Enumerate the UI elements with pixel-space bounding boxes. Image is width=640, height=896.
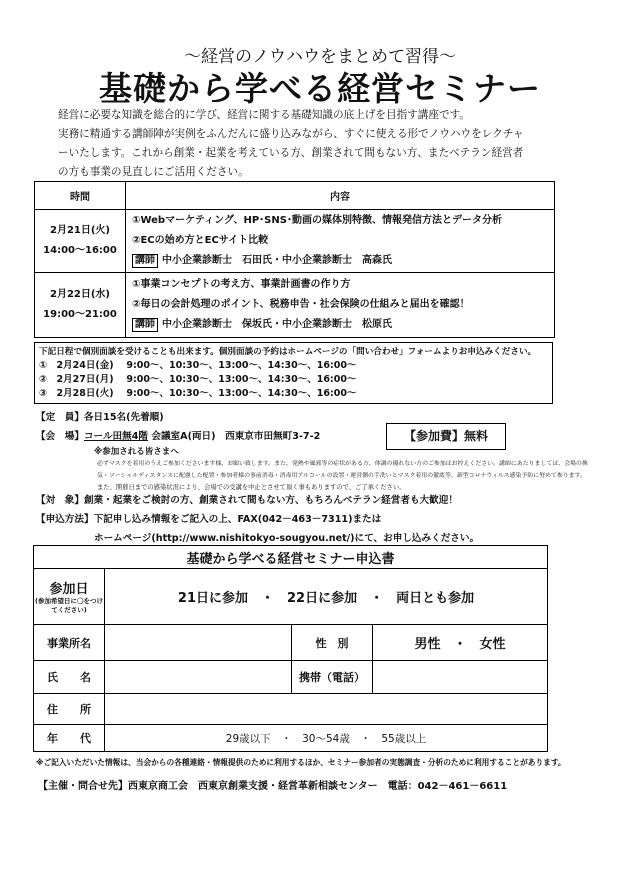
fee-label: 【参加費】 xyxy=(403,429,464,443)
venue-name: コール田無4階 xyxy=(83,431,149,442)
lecturer-text: 中小企業診断士 保坂氏・中小企業診断士 松原氏 xyxy=(162,319,392,330)
lecturer-badge: 講師 xyxy=(132,318,158,332)
capacity-label: 【定 員】 xyxy=(36,412,84,423)
session-item: ②ECの始め方とECサイト比較 xyxy=(132,235,269,246)
application-form xyxy=(33,545,548,752)
lecturer-line xyxy=(126,251,554,271)
consult-slot: ① 2月24日(金) 9:00〜、10:30〜、13:00〜、14:30〜、16:00〜 xyxy=(39,360,357,371)
intro-text xyxy=(58,106,578,182)
time-text: 14:00〜16:00 xyxy=(43,245,117,256)
session-date xyxy=(35,273,126,338)
consult-slot: ② 2月27日(月) 9:00〜、10:30〜、13:00〜、14:30〜、16:00〜 xyxy=(39,374,357,385)
gender-label: 性 別 xyxy=(292,625,373,661)
venue-label: 【会 場】 xyxy=(36,431,84,442)
session-content xyxy=(126,210,555,273)
target-line xyxy=(36,492,458,506)
capacity-value: 各日15名(先着順) xyxy=(83,412,164,423)
schedule-table xyxy=(34,181,555,338)
header-content: 内容 xyxy=(126,182,555,210)
lecturer-text: 中小企業診断士 石田氏・中小企業診断士 高森氏 xyxy=(162,255,392,266)
note-line: 必ずマスクを着用のうえご参加くださいます様、お願い致します。また、発熱や風邪等の症状がある方、体調の優れない方のご参加はお控えください。講師にあたりましては、会場の換 xyxy=(97,460,588,467)
consult-notice: 下記日程で個別面談を受けることも出来ます。個別面談の予約はホームページの「問い合わせ」フォームよりお申込みください。 xyxy=(39,347,537,357)
day-note: (参加希望日に〇をつけてください) xyxy=(35,597,103,614)
address-field[interactable] xyxy=(105,694,548,725)
name-field[interactable] xyxy=(105,661,292,694)
address-label: 住 所 xyxy=(34,694,105,725)
capacity-line xyxy=(36,409,164,423)
consult-slot: ③ 2月28日(火) 9:00〜、10:30〜、13:00〜、14:30〜、16:00〜 xyxy=(39,388,357,399)
target-label: 【対 象】 xyxy=(36,495,84,506)
business-label: 事業所名 xyxy=(34,625,105,661)
session-item: ①Webマーケティング、HP･SNS･動画の媒体別特徴、情報発信方法とデータ分析 xyxy=(132,215,502,226)
name-label: 氏 名 xyxy=(34,661,105,694)
note-line: また、開催日までの感染状況により、会場での受講を中止とさせて頂く事もありますので、ご了承ください。 xyxy=(97,484,406,491)
date-text: 2月21日(火) xyxy=(49,225,110,236)
attendee-notes xyxy=(97,458,588,494)
intro-line: 経営に必要な知識を総合的に学び、経営に関する基礎知識の底上げを目指す講座です。 xyxy=(58,109,470,121)
header-time: 時間 xyxy=(35,182,126,210)
fee-box xyxy=(386,423,506,450)
intro-line: ーいたします。これから創業・起業を考えている方、創業されて間もない方、またベテラン経営者 xyxy=(58,147,524,159)
apply-label: 【申込方法】 xyxy=(36,514,94,525)
consultation-box xyxy=(34,342,553,404)
lecturer-line xyxy=(126,315,554,335)
privacy-note: ※ご記入いただいた情報は、当会からの各種連絡・情報提供のために利用するほか、セミナー参加者の実態調査・分析のために利用することがあります。 xyxy=(36,758,566,767)
phone-label: 携帯（電話） xyxy=(292,661,373,694)
age-options[interactable]: 29歳以下 ・ 30〜54歳 ・ 55歳以上 xyxy=(105,725,548,752)
session-content xyxy=(126,273,555,338)
day-label-cell xyxy=(34,569,105,625)
venue-room: 会議室A(両日) 西東京市田無町3-7-2 xyxy=(151,431,321,442)
intro-line: の方も事業の見直しにご活用ください。 xyxy=(58,166,249,178)
apply-line-2: ホームページ(http://www.nishitokyo-sougyou.net/)にて、お申し込みください。 xyxy=(94,533,480,544)
date-text: 2月22日(水) xyxy=(49,289,110,300)
session-item: ②毎日の会計処理のポイント、税務申告・社会保険の仕組みと届出を確認！ xyxy=(132,299,470,310)
day-label: 参加日 xyxy=(49,582,89,597)
target-value: 創業・起業をご検討の方、創業されて間もない方、もちろんベテラン経営者も大歓迎！ xyxy=(83,495,458,506)
gender-options[interactable]: 男性 ・ 女性 xyxy=(373,625,548,661)
business-field[interactable] xyxy=(105,625,292,661)
apply-value: 下記申し込み情報をご記入の上、FAX(042－463－7311)または xyxy=(93,514,382,525)
form-title: 基礎から学べる経営セミナー申込書 xyxy=(34,546,548,569)
age-label: 年 代 xyxy=(34,725,105,752)
apply-line xyxy=(36,511,381,525)
intro-line: 実務に精通する講師陣が実例をふんだんに盛り込みながら、すぐに使える形でノウハウをレクチャ xyxy=(58,128,524,140)
venue-line xyxy=(36,428,320,442)
organizer-line: 【主催・問合せ先】西東京商工会 西東京創業支援・経営革新相談センター 電話：042－461－6611 xyxy=(38,781,508,792)
session-date xyxy=(35,210,126,273)
page-subtitle: 〜経営のノウハウをまとめて習得〜 xyxy=(184,47,456,67)
session-item: ①事業コンセプトの考え方、事業計画書の作り方 xyxy=(132,279,351,290)
page-title: 基礎から学べる経営セミナー xyxy=(99,69,541,108)
attendee-note: ※参加される皆さまへ xyxy=(94,447,179,457)
lecturer-badge: 講師 xyxy=(132,254,158,268)
day-options[interactable]: 21日に参加 ・ 22日に参加 ・ 両日とも参加 xyxy=(105,569,548,625)
phone-field[interactable] xyxy=(373,661,548,694)
note-line: 気・ソーシャルディスタンスに配慮した配置・参加者様の事前消毒・消毒用アルコールの設置・運営側の手洗いとマスク着用の徹底等、新型コロナウィルス感染予防に努めて参ります。 xyxy=(97,472,587,479)
fee-value: 無料 xyxy=(464,429,489,443)
time-text: 19:00〜21:00 xyxy=(43,309,117,320)
